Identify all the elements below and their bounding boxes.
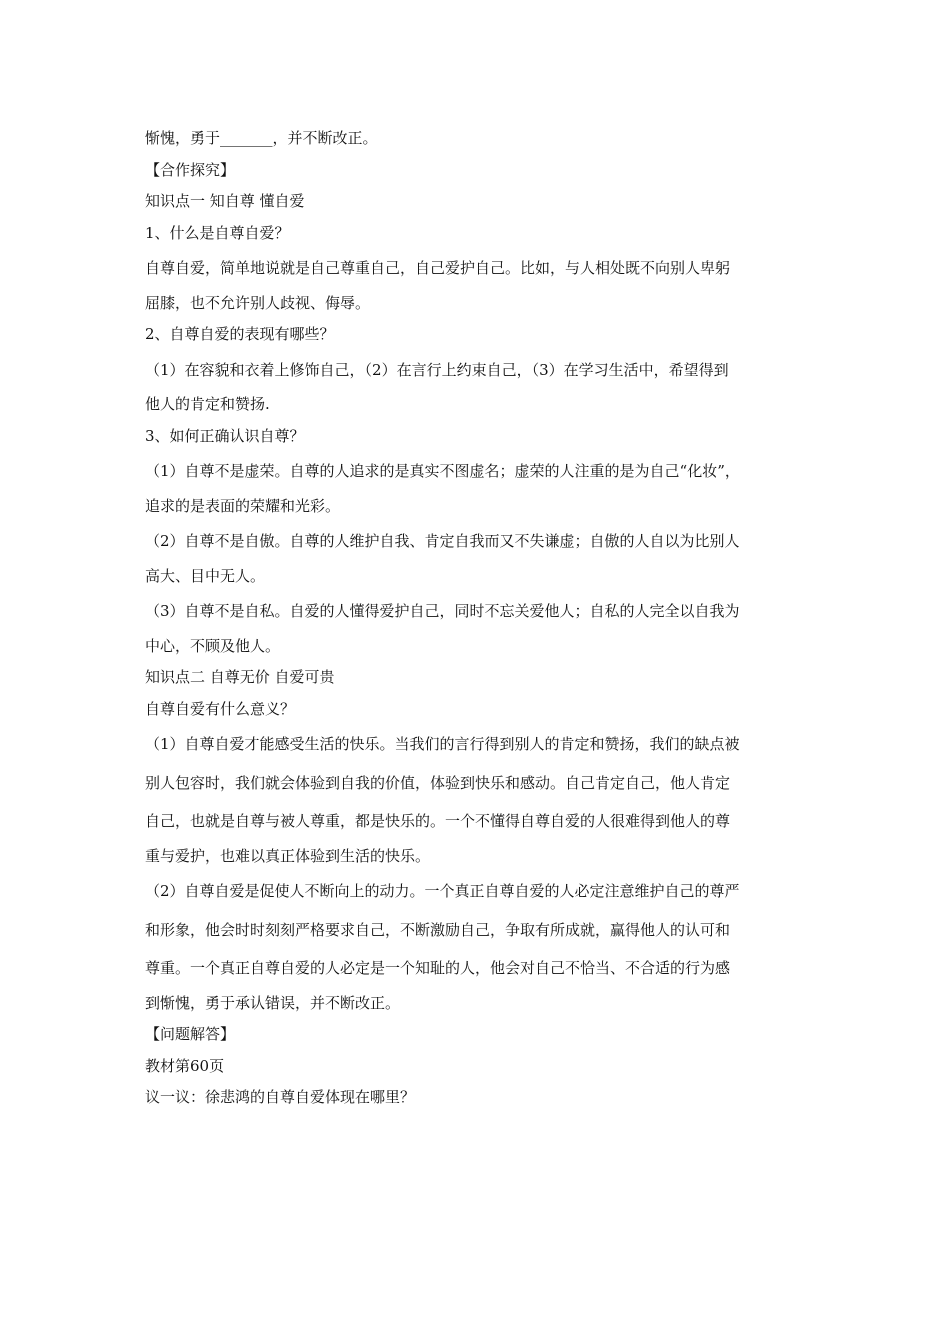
paragraph-line: 高大、目中无人。 <box>145 566 266 585</box>
paragraph-line: 他人的肯定和赞扬. <box>145 395 270 413</box>
question-heading: 3、如何正确认识自尊？ <box>145 426 305 445</box>
discussion-question: 议一议：徐悲鸿的自尊自爱体现在哪里？ <box>145 1088 416 1106</box>
question-heading: 1、什么是自尊自爱？ <box>145 223 290 242</box>
knowledge-point-heading: 知识点二 自尊无价 自爱可贵 <box>145 668 335 686</box>
knowledge-point-heading: 知识点一 知自尊 懂自爱 <box>145 192 305 210</box>
textbook-page-reference: 教材第60页 <box>145 1056 225 1075</box>
paragraph-line: 别人包容时，我们就会体验到自我的价值，体验到快乐和感动。自己肯定自己，他人肯定 <box>145 773 731 792</box>
paragraph-line: （1）自尊自爱才能感受生活的快乐。当我们的言行得到别人的肯定和赞扬，我们的缺点被 <box>145 735 740 753</box>
question-heading: 2、自尊自爱的表现有哪些？ <box>145 325 335 343</box>
section-heading: 【问题解答】 <box>145 1025 236 1043</box>
question-heading: 自尊自爱有什么意义？ <box>145 699 296 718</box>
paragraph-line: （2）自尊自爱是促使人不断向上的动力。一个真正自尊自爱的人必定注意维护自己的尊严 <box>145 882 740 900</box>
section-heading: 【合作探究】 <box>145 160 236 179</box>
paragraph-line: 中心，不顾及他人。 <box>145 636 281 655</box>
paragraph-line: （3）自尊不是自私。自爱的人懂得爱护自己，同时不忘关爱他人；自私的人完全以自我为 <box>145 602 740 620</box>
paragraph-line: 和形象，他会时时刻刻严格要求自己，不断激励自己，争取有所成就，赢得他人的认可和 <box>145 920 731 939</box>
paragraph-line: 尊重。一个真正自尊自爱的人必定是一个知耻的人，他会对自己不恰当、不合适的行为感 <box>145 959 731 977</box>
paragraph-line: （1）自尊不是虚荣。自尊的人追求的是真实不图虚名；虚荣的人注重的是为自己“化妆”， <box>145 462 740 480</box>
paragraph-line: 自己，也就是自尊与被人尊重，都是快乐的。一个不懂得自尊自爱的人很难得到他人的尊 <box>145 812 731 830</box>
paragraph-line: 自尊自爱，简单地说就是自己尊重自己，自己爱护自己。比如，与人相处既不向别人卑躬 <box>145 259 731 277</box>
paragraph-line: （1）在容貌和衣着上修饰自己，（2）在言行上约束自己，（3）在学习生活中，希望得到 <box>145 360 729 379</box>
paragraph-line: （2）自尊不是自傲。自尊的人维护自我、肯定自我而又不失谦虚；自傲的人自以为比别人 <box>145 532 740 550</box>
paragraph-line: 重与爱护，也难以真正体验到生活的快乐。 <box>145 846 431 865</box>
text-line: 惭愧，勇于_______，并不断改正。 <box>145 129 378 147</box>
paragraph-line: 屈膝，也不允许别人歧视、侮辱。 <box>145 293 371 312</box>
paragraph-line: 追求的是表面的荣耀和光彩。 <box>145 496 341 515</box>
paragraph-line: 到惭愧，勇于承认错误，并不断改正。 <box>145 993 401 1012</box>
